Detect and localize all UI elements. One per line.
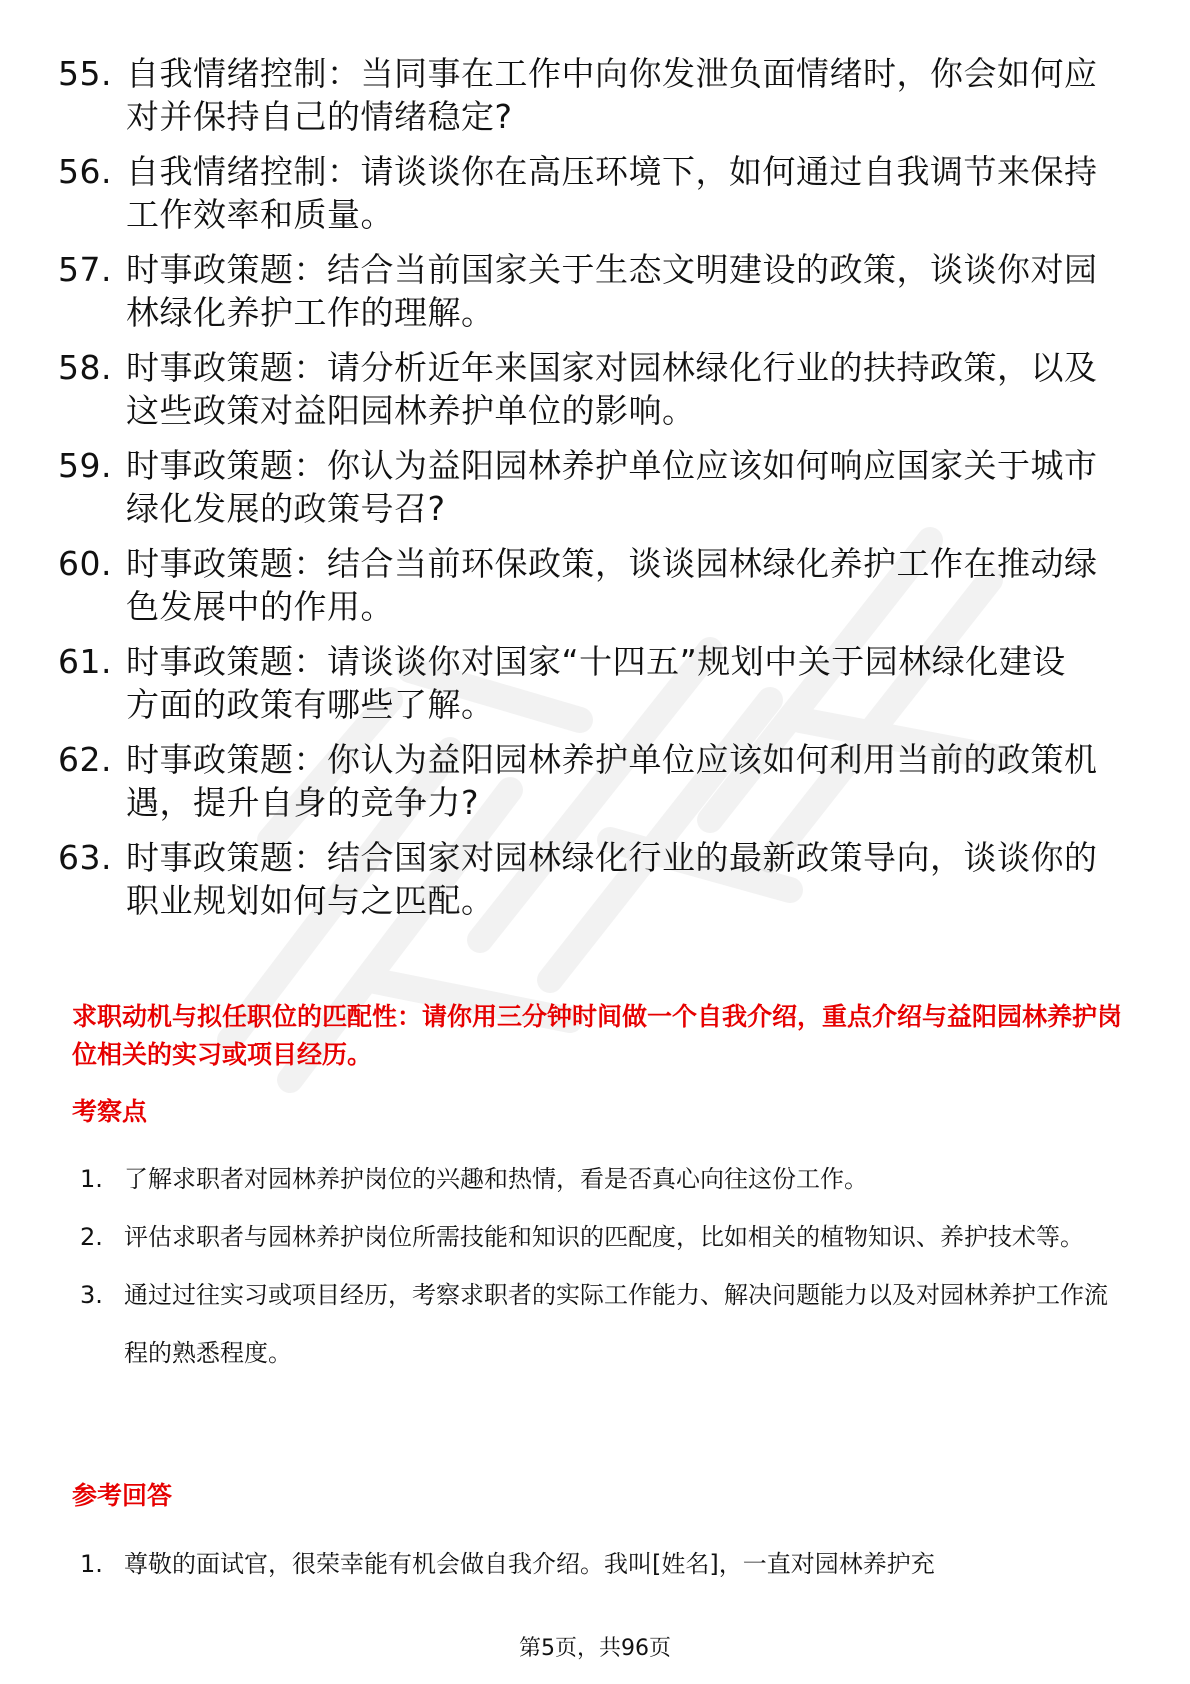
question-text: 时事政策题：结合当前国家关于生态文明建设的政策，谈谈你对园林绿化养护工作的理解。 (126, 250, 1098, 332)
question-number: 63. (58, 838, 112, 877)
list-item-number: 1. (80, 1165, 103, 1193)
question-number: 56. (58, 152, 112, 191)
list-item-number: 3. (80, 1281, 103, 1309)
exam-points-title: 考察点 (72, 1097, 148, 1126)
question-text: 时事政策题：请谈谈你对国家“十四五”规划中关于园林绿化建设方面的政策有哪些了解。 (126, 642, 1066, 724)
highlight-question: 求职动机与拟任职位的匹配性：请你用三分钟时间做一个自我介绍，重点介绍与益阳园林养护岗位相关的实习或项目经历。 (72, 1002, 1123, 1069)
question-list (58, 52, 1138, 934)
question-item (58, 640, 1138, 726)
question-number: 58. (58, 348, 112, 387)
question-item (58, 836, 1138, 922)
list-item (80, 1266, 1120, 1382)
reference-answer-title: 参考回答 (72, 1481, 173, 1510)
list-item-number: 2. (80, 1223, 103, 1251)
list-item-text: 尊敬的面试官，很荣幸能有机会做自我介绍。我叫[姓名]，一直对园林养护充 (124, 1550, 935, 1578)
question-item (58, 542, 1138, 628)
question-text: 时事政策题：请分析近年来国家对园林绿化行业的扶持政策，以及这些政策对益阳园林养护单位的影响。 (126, 348, 1098, 430)
list-item (80, 1535, 1120, 1593)
question-text: 时事政策题：结合国家对园林绿化行业的最新政策导向，谈谈你的职业规划如何与之匹配。 (126, 838, 1098, 920)
question-text: 自我情绪控制：当同事在工作中向你发泄负面情绪时，你会如何应对并保持自己的情绪稳定? (126, 54, 1098, 136)
question-item (58, 150, 1138, 236)
exam-points-list (80, 1150, 1120, 1382)
question-text: 时事政策题：你认为益阳园林养护单位应该如何响应国家关于城市绿化发展的政策号召? (126, 446, 1098, 528)
list-item (80, 1208, 1120, 1266)
list-item-text: 评估求职者与园林养护岗位所需技能和知识的匹配度，比如相关的植物知识、养护技术等。 (124, 1223, 1084, 1251)
question-item (58, 248, 1138, 334)
question-item (58, 738, 1138, 824)
question-text: 自我情绪控制：请谈谈你在高压环境下，如何通过自我调节来保持工作效率和质量。 (126, 152, 1098, 234)
reference-answer-list (80, 1535, 1120, 1593)
question-number: 59. (58, 446, 112, 485)
question-number: 62. (58, 740, 112, 779)
question-number: 61. (58, 642, 112, 681)
list-item-text: 了解求职者对园林养护岗位的兴趣和热情，看是否真心向往这份工作。 (124, 1165, 868, 1193)
question-item (58, 444, 1138, 530)
list-item-text: 通过过往实习或项目经历，考察求职者的实际工作能力、解决问题能力以及对园林养护工作流程的熟悉程度。 (124, 1281, 1108, 1367)
question-item (58, 52, 1138, 138)
question-item (58, 346, 1138, 432)
question-number: 55. (58, 54, 112, 93)
question-text: 时事政策题：你认为益阳园林养护单位应该如何利用当前的政策机遇，提升自身的竞争力? (126, 740, 1098, 822)
list-item (80, 1150, 1120, 1208)
page-footer: 第5页，共96页 (519, 1636, 671, 1661)
question-number: 60. (58, 544, 112, 583)
question-number: 57. (58, 250, 112, 289)
list-item-number: 1. (80, 1550, 103, 1578)
question-text: 时事政策题：结合当前环保政策，谈谈园林绿化养护工作在推动绿色发展中的作用。 (126, 544, 1098, 626)
